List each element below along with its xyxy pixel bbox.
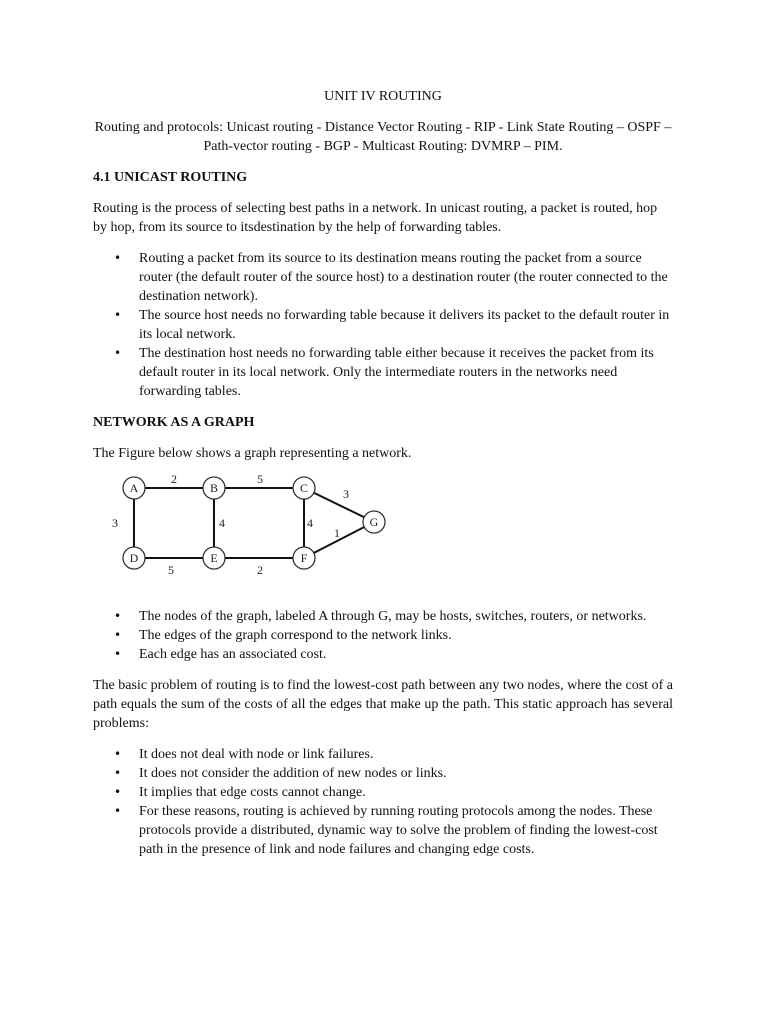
node-label: B xyxy=(209,481,219,495)
edge-label-d-e: 5 xyxy=(168,563,174,577)
graph-node-e xyxy=(203,547,225,569)
graph-node-a xyxy=(123,477,145,499)
network-graph-figure xyxy=(93,475,673,595)
list-item: • It does not deal with node or link failures. xyxy=(139,745,673,764)
graph-node-b xyxy=(203,477,225,499)
graph-intro: The Figure below shows a graph representing a network. xyxy=(93,446,412,461)
edge-label-b-e: 4 xyxy=(219,516,225,530)
section-heading-unicast: 4.1 UNICAST ROUTING xyxy=(93,170,248,185)
list-item: • For these reasons, routing is achieved by running routing protocols among the nodes. These protocols provide a distributed, dynamic way to solve the problem of finding the lowest-cost path in the presence of link and node failures and changing edge costs. xyxy=(139,802,673,859)
list-item: • The destination host needs no forwarding table either because it receives the packet from its default router in its local network. Only the intermediate routers in the networks need forwarding tables. xyxy=(139,344,673,401)
graph-node-f xyxy=(293,547,315,569)
topics-line: Routing and protocols: Unicast routing - Distance Vector Routing - RIP - Link State Routing – OSPF – Path-vector routing - BGP - Multicast Routing: DVMRP – PIM. xyxy=(94,120,672,154)
edge-label-a-b: 2 xyxy=(171,475,177,486)
list-item: • Each edge has an associated cost. xyxy=(139,645,673,664)
edge-c-g xyxy=(304,488,374,522)
node-label: A xyxy=(129,481,139,495)
document-body xyxy=(93,87,673,871)
edge-label-f-g: 1 xyxy=(334,526,340,540)
edge-label-c-g: 3 xyxy=(343,487,349,501)
graph-node-d xyxy=(123,547,145,569)
section-heading-graph: NETWORK AS A GRAPH xyxy=(93,415,255,430)
edge-label-c-f: 4 xyxy=(307,516,313,530)
node-label: D xyxy=(129,551,139,565)
list-item: • Routing a packet from its source to its destination means routing the packet from a source router (the default router of the source host) to a destination router (the router connected to the destination network). xyxy=(139,249,673,306)
list-item: • It implies that edge costs cannot change. xyxy=(139,783,673,802)
node-label: C xyxy=(299,481,309,495)
graph-node-c xyxy=(293,477,315,499)
graph-node-g xyxy=(363,511,385,533)
edge-label-b-c: 5 xyxy=(257,475,263,486)
list-item: • It does not consider the addition of new nodes or links. xyxy=(139,764,673,783)
node-label: E xyxy=(210,551,218,565)
list-item: • The edges of the graph correspond to the network links. xyxy=(139,626,673,645)
node-label: G xyxy=(369,515,379,529)
unicast-intro: Routing is the process of selecting best paths in a network. In unicast routing, a packet is routed, hop by hop, from its source to itsdestination by the help of forwarding tables. xyxy=(93,201,658,235)
problem-bullet-list xyxy=(93,745,673,859)
routing-problem-paragraph: The basic problem of routing is to find the lowest-cost path between any two nodes, where the cost of a path equals the sum of the costs of all the edges that make up the path. This static approach has several problems: xyxy=(93,678,673,731)
list-item: • The source host needs no forwarding table because it delivers its packet to the default router in its local network. xyxy=(139,306,673,344)
edge-label-e-f: 2 xyxy=(257,563,263,577)
unit-title: UNIT IV ROUTING xyxy=(324,89,442,104)
unicast-bullet-list xyxy=(93,249,673,401)
graph-bullet-list xyxy=(93,607,673,664)
node-label: F xyxy=(300,551,308,565)
list-item: • The nodes of the graph, labeled A through G, may be hosts, switches, routers, or networks. xyxy=(139,607,673,626)
network-graph xyxy=(105,475,395,587)
edge-label-a-d: 3 xyxy=(112,516,118,530)
